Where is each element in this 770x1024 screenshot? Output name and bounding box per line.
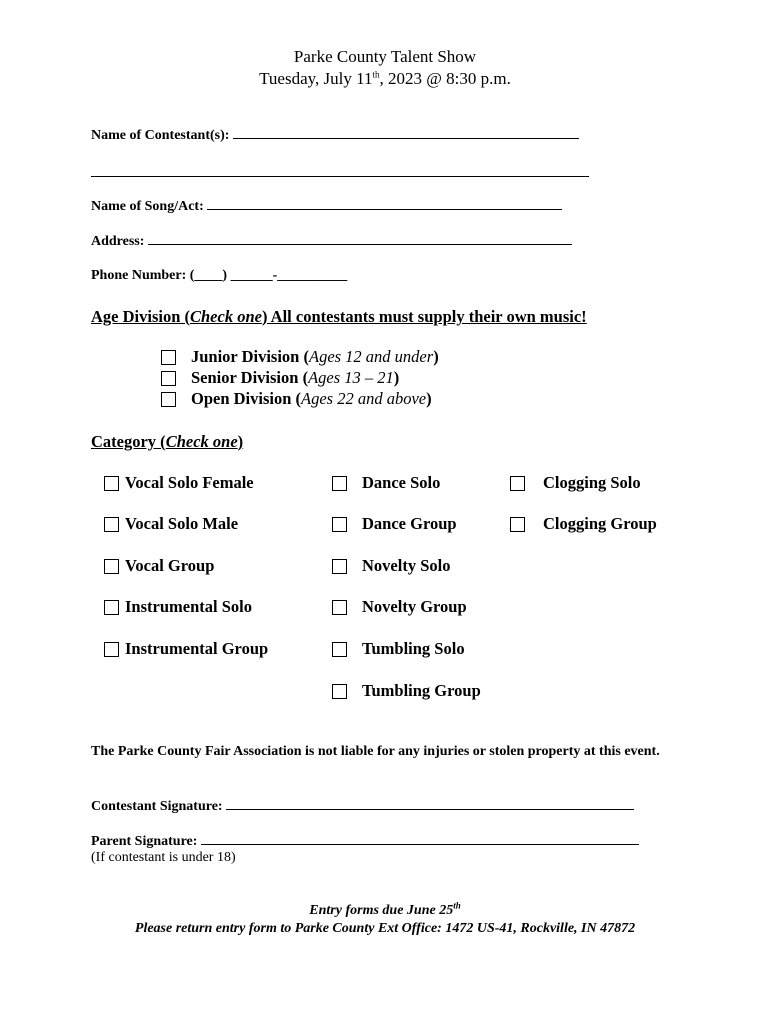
event-date-main: Tuesday, July 11 [259, 69, 373, 88]
instrumental-solo-checkbox[interactable] [104, 600, 119, 615]
dance-solo-checkbox[interactable] [332, 476, 347, 491]
tumbling-group-checkbox[interactable] [332, 684, 347, 699]
due-date-text: Entry forms due June 25 [309, 903, 454, 918]
senior-division-ages: Ages 13 – 21 [308, 368, 394, 387]
open-division-checkbox[interactable] [161, 392, 176, 407]
dance-solo-label: Dance Solo [362, 473, 441, 492]
junior-division-checkbox[interactable] [161, 350, 176, 365]
junior-division-option [191, 347, 439, 367]
address-line[interactable] [148, 232, 572, 245]
clogging-group-label: Clogging Group [543, 514, 657, 533]
dance-group-label: Dance Group [362, 514, 457, 533]
song-act-line[interactable] [207, 197, 562, 210]
due-date-note [0, 900, 770, 919]
due-date-suffix: th [453, 900, 461, 911]
instrumental-group-checkbox[interactable] [104, 642, 119, 657]
song-act-label: Name of Song/Act: [91, 199, 204, 214]
contestant-name-line-2[interactable] [91, 176, 589, 177]
clogging-solo-label: Clogging Solo [543, 473, 641, 492]
junior-division-paren-open: ( [299, 347, 309, 366]
contestant-signature-label: Contestant Signature: [91, 799, 223, 814]
page-title: Parke County Talent Show [293, 47, 477, 66]
return-instructions: Please return entry form to Parke County Ext Office: 1472 US-41, Rockville, IN 47872 [134, 921, 636, 936]
parent-signature-note: (If contestant is under 18) [91, 850, 236, 865]
parent-signature-field [91, 832, 639, 850]
tumbling-group-label: Tumbling Group [362, 681, 481, 700]
open-division-paren-close: ) [426, 389, 432, 408]
instrumental-solo-label: Instrumental Solo [125, 597, 252, 616]
contestant-name-line[interactable] [233, 126, 579, 139]
clogging-solo-checkbox[interactable] [510, 476, 525, 491]
address-field [91, 232, 572, 250]
senior-division-option [191, 368, 399, 388]
phone-label: Phone Number: (____) ______-__________ [91, 268, 348, 283]
open-division-paren-open: ( [291, 389, 302, 408]
vocal-group-label: Vocal Group [125, 556, 215, 575]
vocal-solo-male-label: Vocal Solo Male [125, 514, 239, 533]
parent-signature-line[interactable] [201, 832, 639, 845]
novelty-group-checkbox[interactable] [332, 600, 347, 615]
contestant-signature-field [91, 797, 634, 815]
instrumental-group-label: Instrumental Group [125, 639, 269, 658]
age-division-heading [91, 307, 587, 327]
vocal-group-checkbox[interactable] [104, 559, 119, 574]
liability-disclaimer: The Parke County Fair Association is not liable for any injuries or stolen property at this event. [91, 744, 660, 759]
contestant-name-label: Name of Contestant(s): [91, 128, 230, 143]
parent-signature-label: Parent Signature: [91, 834, 198, 849]
junior-division-ages: Ages 12 and under [308, 347, 434, 366]
senior-division-checkbox[interactable] [161, 371, 176, 386]
vocal-solo-male-checkbox[interactable] [104, 517, 119, 532]
novelty-solo-label: Novelty Solo [362, 556, 451, 575]
category-heading-pre: Category ( [91, 432, 166, 451]
junior-division-label: Junior Division [191, 347, 300, 366]
senior-division-paren-open: ( [298, 368, 309, 387]
contestant-signature-line[interactable] [226, 797, 634, 810]
song-act-field [91, 197, 562, 215]
phone-field [91, 268, 347, 284]
event-date-time: , 2023 @ 8:30 p.m. [379, 69, 511, 88]
age-division-heading-check: Check one [190, 307, 262, 326]
event-date [0, 69, 770, 89]
age-division-heading-pre: Age Division ( [91, 307, 190, 326]
address-label: Address: [91, 234, 145, 249]
open-division-label: Open Division [191, 389, 292, 408]
junior-division-paren-close: ) [433, 347, 439, 366]
senior-division-paren-close: ) [393, 368, 400, 387]
category-heading-check: Check one [165, 432, 238, 451]
dance-group-checkbox[interactable] [332, 517, 347, 532]
tumbling-solo-label: Tumbling Solo [362, 639, 465, 658]
vocal-solo-female-label: Vocal Solo Female [125, 473, 254, 492]
open-division-option [191, 389, 432, 409]
tumbling-solo-checkbox[interactable] [332, 642, 347, 657]
senior-division-label: Senior Division [191, 368, 299, 387]
category-heading-post: ) [237, 432, 244, 451]
open-division-ages: Ages 22 and above [301, 389, 427, 408]
novelty-group-label: Novelty Group [362, 597, 467, 616]
category-heading [91, 432, 243, 452]
event-date-suffix: th [372, 69, 380, 80]
novelty-solo-checkbox[interactable] [332, 559, 347, 574]
clogging-group-checkbox[interactable] [510, 517, 525, 532]
vocal-solo-female-checkbox[interactable] [104, 476, 119, 491]
contestant-name-field [91, 126, 579, 144]
age-division-heading-post: ) All contestants must supply their own music! [261, 307, 587, 326]
